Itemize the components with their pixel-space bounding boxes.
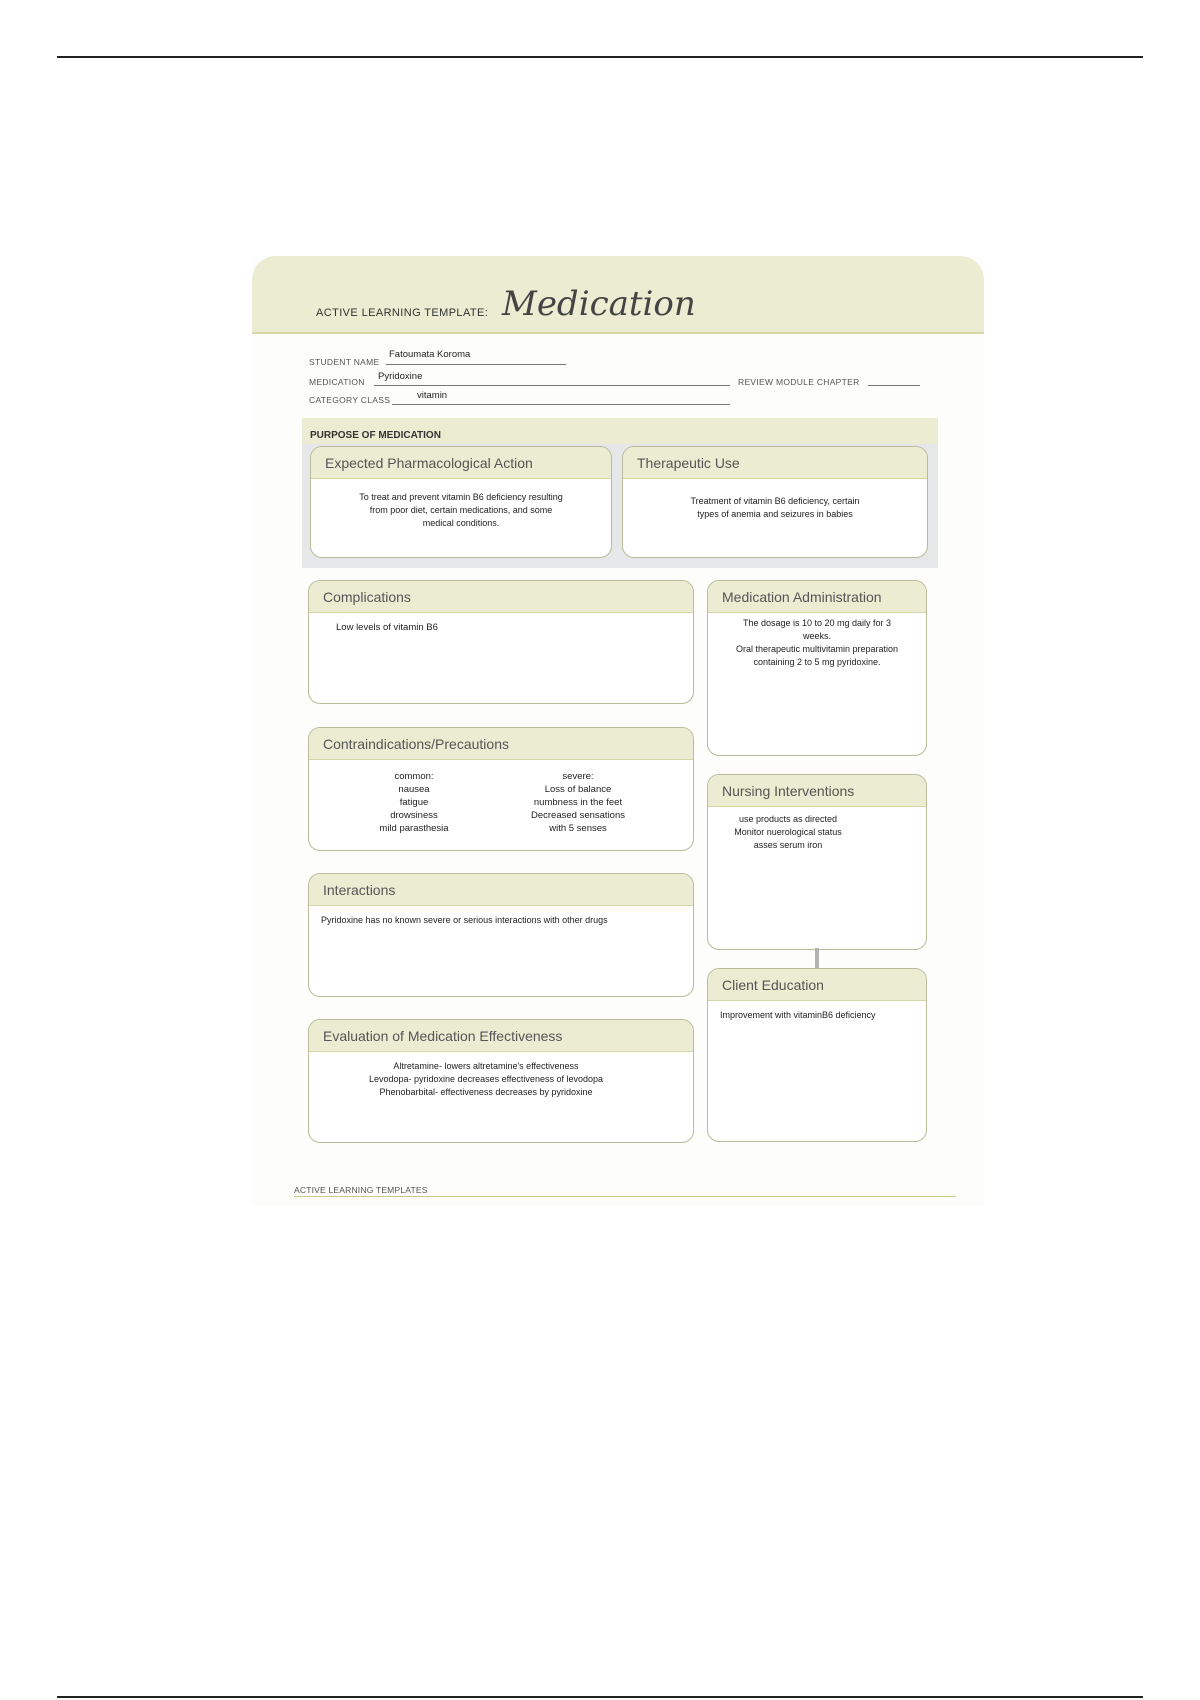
complications-box [308, 580, 694, 704]
bottom-rule [57, 1696, 1143, 1698]
purpose-header [302, 418, 938, 444]
top-rule [57, 56, 1143, 58]
contraindications-common: common: nausea fatigue drowsiness mild parasthesia [379, 771, 449, 834]
medication-administration-header [708, 581, 926, 613]
student-name-label: STUDENT NAME [309, 357, 380, 367]
contraindications-box [308, 727, 694, 851]
contraindications-columns [309, 760, 693, 845]
nursing-interventions-text: use products as directed Monitor nuerological status asses serum iron [734, 814, 842, 850]
interactions-title: Interactions [323, 882, 396, 898]
medication-administration-title: Medication Administration [722, 589, 882, 605]
medication-line [374, 373, 730, 386]
connector-line [815, 948, 819, 968]
evaluation-title: Evaluation of Medication Effectiveness [323, 1028, 563, 1044]
interactions-text: Pyridoxine has no known severe or serious interactions with other drugs [321, 915, 608, 925]
medication-administration-box [707, 580, 927, 756]
student-name-value: Fatoumata Koroma [389, 349, 471, 360]
evaluation-box [308, 1019, 694, 1143]
therapeutic-use-text: Treatment of vitamin B6 deficiency, certain types of anemia and seizures in babies [690, 496, 860, 519]
medication-administration-text: The dosage is 10 to 20 mg daily for 3 weeks. Oral therapeutic multivitamin preparation containing 2 to 5 mg pyridoxine. [735, 618, 899, 667]
template-header [252, 256, 984, 334]
footer-label: ACTIVE LEARNING TEMPLATES [294, 1185, 428, 1195]
client-education-title: Client Education [722, 977, 824, 993]
medication-value: Pyridoxine [378, 371, 423, 382]
contraindications-header [309, 728, 693, 760]
complications-header [309, 581, 693, 613]
interactions-header [309, 874, 693, 906]
therapeutic-use-header [623, 447, 927, 479]
category-class-label: CATEGORY CLASS [309, 395, 391, 405]
review-module-label: REVIEW MODULE CHAPTER [738, 377, 860, 387]
nursing-interventions-header [708, 775, 926, 807]
medication-template-sheet [252, 256, 984, 1206]
review-module-line [868, 373, 920, 386]
expected-action-header [311, 447, 611, 479]
evaluation-text: Altretamine- lowers altretamine's effectiveness Levodopa- pyridoxine decreases effectiveness of levodopa Phenobarbital- effectiveness decreases by pyridoxine [369, 1061, 603, 1097]
nursing-interventions-title: Nursing Interventions [722, 783, 855, 799]
client-education-header [708, 969, 926, 1001]
footer-line [294, 1196, 956, 1197]
template-title: Medication [502, 284, 696, 324]
contraindications-title: Contraindications/Precautions [323, 736, 509, 752]
complications-text: Low levels of vitamin B6 [336, 622, 438, 633]
template-label: ACTIVE LEARNING TEMPLATE: [316, 307, 489, 319]
contraindications-severe: severe: Loss of balance numbness in the feet Decreased sensations with 5 senses [531, 771, 625, 834]
purpose-section [302, 418, 938, 568]
nursing-interventions-box [707, 774, 927, 950]
evaluation-header [309, 1020, 693, 1052]
expected-action-box [310, 446, 612, 558]
client-education-box [707, 968, 927, 1142]
client-education-text: Improvement with vitaminB6 deficiency [720, 1010, 876, 1020]
expected-action-text: To treat and prevent vitamin B6 deficiency resulting from poor diet, certain medications, and some medical conditions. [359, 492, 563, 528]
medication-label: MEDICATION [309, 377, 365, 387]
therapeutic-use-box [622, 446, 928, 558]
expected-action-title: Expected Pharmacological Action [325, 455, 533, 471]
category-class-value: vitamin [417, 390, 448, 401]
purpose-title: PURPOSE OF MEDICATION [310, 430, 441, 441]
therapeutic-use-title: Therapeutic Use [637, 455, 740, 471]
interactions-box [308, 873, 694, 997]
complications-title: Complications [323, 589, 411, 605]
